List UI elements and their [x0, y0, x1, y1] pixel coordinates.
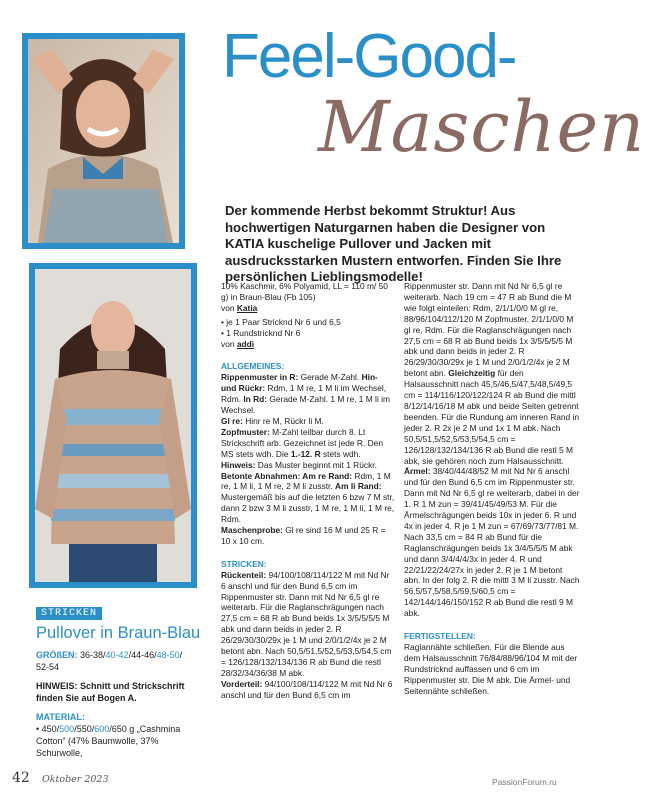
category-tag: STRICKEN: [36, 607, 102, 620]
sizes: GRÖßEN: 36-38/40-42/44-46/48-50/ 52-54: [36, 650, 183, 672]
stricken-heading: STRICKEN:: [221, 558, 267, 569]
title-maschen: Maschen: [318, 86, 645, 168]
photo-pullover-woman: [29, 263, 197, 588]
maschenprobe: Maschenprobe: Gl re sind 16 M und 25 R = 10 x 10 cm.: [221, 525, 386, 546]
fertigstellen-text: Raglannähte schließen. Für die Blende aus dem Halsausschnitt 76/84/88/96/104 M mit der Rundstricknd auffassen und 6 cm im Rippenmuster str. Die M abk. Die Ärmel- und Seitennähte schließen.: [404, 642, 578, 696]
issue-date: Oktober 2023: [42, 774, 109, 785]
rueckenteil: Rückenteil: 94/100/108/114/122 M mit Nd Nr 6 anschl und für den Bund 6,5 cm im Rippenmuster str. Dann mit Nd Nr 6,5 gl re weiterarb. Für die Raglanschrägungen nach 27,5 cm = 68 R ab Bund beids 1x 3/5/5/5/5 M abk und dann beids in jeder 2. R 26/29/30/30/29x je 1 M und 2/0/1/2/4x je 2 M betont abn. Nach 50,5/51,5/52,5/53,5/54,5 cm = 126/128/132/134/136 R ab Bund die restl 28/32/34/36/38 M abk.: [221, 569, 392, 678]
left-column: [36, 649, 206, 759]
aermel: Ärmel: 38/40/44/48/52 M mit Nd Nr 6 anschl und für den Bund 6,5 cm im Rippenmuster str. Dann mit Nd Nr 6,5 gl re weiterarb, dabei in der 1. R 1 M zun = 39/41/45/49/53 M. Für die Ärmelschrägungen beids 10x in jeder 6. R und 4x in jeder 4. R je 1 M zun = 67/69/73/77/81 M. Nach 33,5 cm = 84 R ab Bund für die Raglanschrägungen beids 1x 3/4/5/5/5 M abk und dann 3/4/4/4/3x in jeder 4. R und 22/21/22/24/27x in jeder 2. R je 1 M betont abn. In der folg 2. R die mittl 3 M li zusstr. Nach 56,5/57,5/58,5/59,5/60,5 cm = 142/144/146/150/152 R ab Bund die restl 9 M abk.: [404, 466, 580, 619]
material-heading: MATERIAL:: [36, 712, 85, 722]
right-column: [404, 281, 580, 697]
glatt-rechts: Gl re: Hinr re M, Rückr li M.: [221, 415, 324, 426]
fertigstellen-heading: FERTIGSTELLEN:: [404, 631, 476, 642]
middle-column: [221, 281, 395, 701]
material-text: • 450/500/550/600/650 g „Cashmina Cotton“ (47% Baumwolle, 37% Schurwolle,: [36, 724, 181, 758]
sizes-label: GRÖßEN:: [36, 650, 78, 660]
pattern-title: Pullover in Braun-Blau: [36, 624, 201, 642]
vorderteil-continued: Rippenmuster str. Dann mit Nd Nr 6,5 gl re weiterarb. Nach 19 cm = 47 R ab Bund die M wie folgt einteilen: Rdm, 2/1/1/0/0 M gl re, 88/96/104/112/120 M Zopfmuster, 2/1/1/0/0 M gl re, Rdm. Für die Raglanschrägungen nach 27,5 cm = 68 R ab Bund beids 1x 3/5/5/5/5 M abk und dann beids in jeder 2. R 26/29/30/30/29x je 1 M und 2/0/1/2/4x je 2 M betont abn. Gleichzeitig für den Halsausschnitt nach 45,5/46,5/47,5/48,5/49,5 cm = 114/116/120/122/124 R ab Bund die mittl 8/12/14/16/18 M abk und beide Seiten getrennt beenden. Für die Rundung am inneren Rand in jeder 2. R 2x je 2 M und 1x 1 M abk. Nach 50,5/51,5/52,5/53,5/54,5 cm = 126/128/132/134/136 R ab Bund die restl 5 M abk, sie gehören noch zum Halsausschnitt.: [404, 281, 580, 466]
needles-2: • 1 Rundstricknd Nr 6: [221, 327, 301, 338]
material-continued: 10% Kaschmir, 6% Polyamid, LL = 110 m/ 50 g) in Braun-Blau (Fb 105): [221, 281, 388, 302]
needles-1: • je 1 Paar Stricknd Nr 6 und 6,5: [221, 316, 341, 327]
von-addi: von addi: [221, 338, 255, 349]
watermark-site: PassionForum.ru: [492, 777, 557, 787]
page-number: 42: [12, 770, 30, 786]
intro-text: Der kommende Herbst bekommt Struktur! Aus hochwertigen Naturgarnen haben die Designer von KATIA kuschelige Pullover und Jacken mit ausdrucksstarken Mustern entworfen. Finden Sie Ihre persönlichen Lieblingsmodelle!: [225, 203, 562, 284]
zopfmuster: Zopfmuster: M-Zahl teilbar durch 8. Lt Strickschrift arb. Gezeichnet ist jede R. Den MS stets wdh. Die 1.-12. R stets wdh. Hinweis: Das Muster beginnt mit 1 Rückr.: [221, 426, 383, 470]
photo-top-woman: [22, 33, 185, 249]
vorderteil: Vorderteil: 94/100/108/114/122 M mit Nd Nr 6 anschl und für den Bund 6,5 cm im: [221, 678, 393, 700]
title-feel-good: Feel-Good-: [222, 22, 516, 91]
allgemeines-heading: ALLGEMEINES:: [221, 361, 285, 372]
hinweis-note: HINWEIS: Schnitt und Strickschrift finden Sie auf Bogen A.: [36, 681, 185, 703]
betonte-abnahmen: Betonte Abnahmen: Am re Rand: Rdm, 1 M re, 1 M li, 1 M re, 2 M li zusstr. Am li Rand: Mustergemäß bis auf die letzten 6 bzw 7 M str, dann 2 bzw 3 M li zusstr, 1 M re, 1 M li, 1 M re, Rdm.: [221, 470, 395, 525]
von-katia: von Katia: [221, 302, 258, 313]
rippenmuster: Rippenmuster in R: Gerade M-Zahl. Hin- und Rückr: Rdm, 1 M re, 1 M li im Wechsel, Rdm. In Rd: Gerade M-Zahl. 1 M re, 1 M li im Wechsel.: [221, 372, 390, 416]
